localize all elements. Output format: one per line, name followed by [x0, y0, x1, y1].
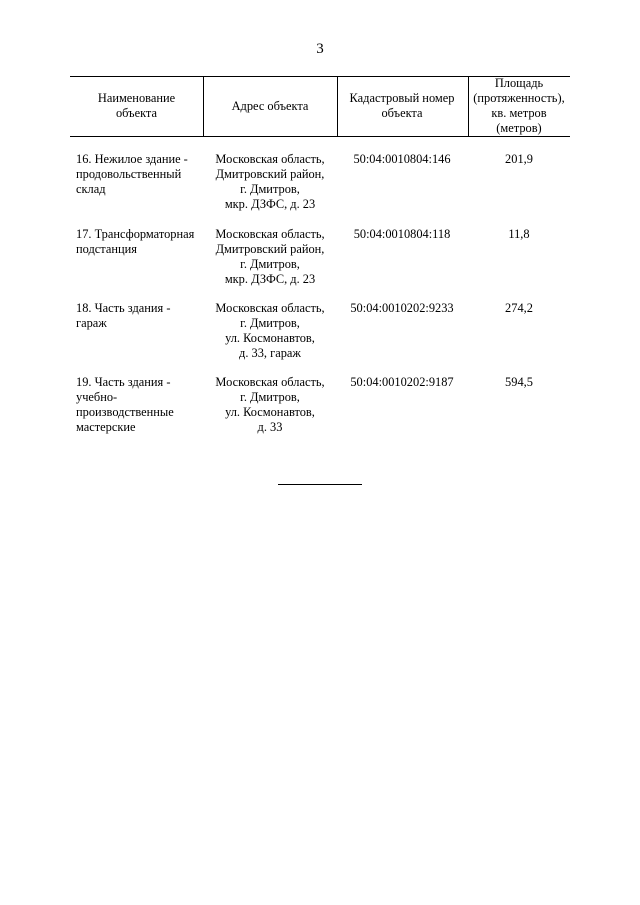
row-17-address: Московская область, Дмитровский район, г. Дмитров, мкр. ДЗФС, д. 23 [215, 227, 325, 286]
row-17-cadastral: 50:04:0010804:118 [353, 227, 451, 241]
header-address: Адрес объекта [231, 98, 309, 113]
header-name: Наименование объекта [97, 91, 176, 120]
row-19-cadastral: 50:04:0010202:9187 [350, 375, 454, 389]
row-19-address: Московская область, г. Дмитров, ул. Космонавтов, д. 33 [215, 375, 325, 434]
row-18-address: Московская область, г. Дмитров, ул. Космонавтов, д. 33, гараж [215, 301, 325, 360]
row-17-area: 11,8 [508, 227, 530, 241]
row-16-area: 201,9 [505, 152, 533, 166]
row-19-area: 594,5 [505, 375, 533, 389]
row-18-name: 18. Часть здания - гараж [76, 301, 171, 330]
row-19-name: 19. Часть здания - учебно- производственные мастерские [76, 375, 174, 434]
row-16-address: Московская область, Дмитровский район, г. Дмитров, мкр. ДЗФС, д. 23 [215, 152, 325, 211]
row-17-name: 17. Трансформаторная подстанция [76, 227, 195, 256]
header-area: Площадь (протяженность), кв. метров (метров) [473, 76, 565, 135]
row-18-area: 274,2 [505, 301, 533, 315]
table-header-bottom-rule [70, 136, 570, 137]
header-cadastral: Кадастровый номер объекта [349, 91, 455, 120]
page-number: 3 [316, 41, 324, 57]
row-16-name: 16. Нежилое здание - продовольственный склад [76, 152, 188, 196]
row-16-cadastral: 50:04:0010804:146 [353, 152, 451, 166]
closing-rule [278, 484, 362, 485]
row-18-cadastral: 50:04:0010202:9233 [350, 301, 454, 315]
